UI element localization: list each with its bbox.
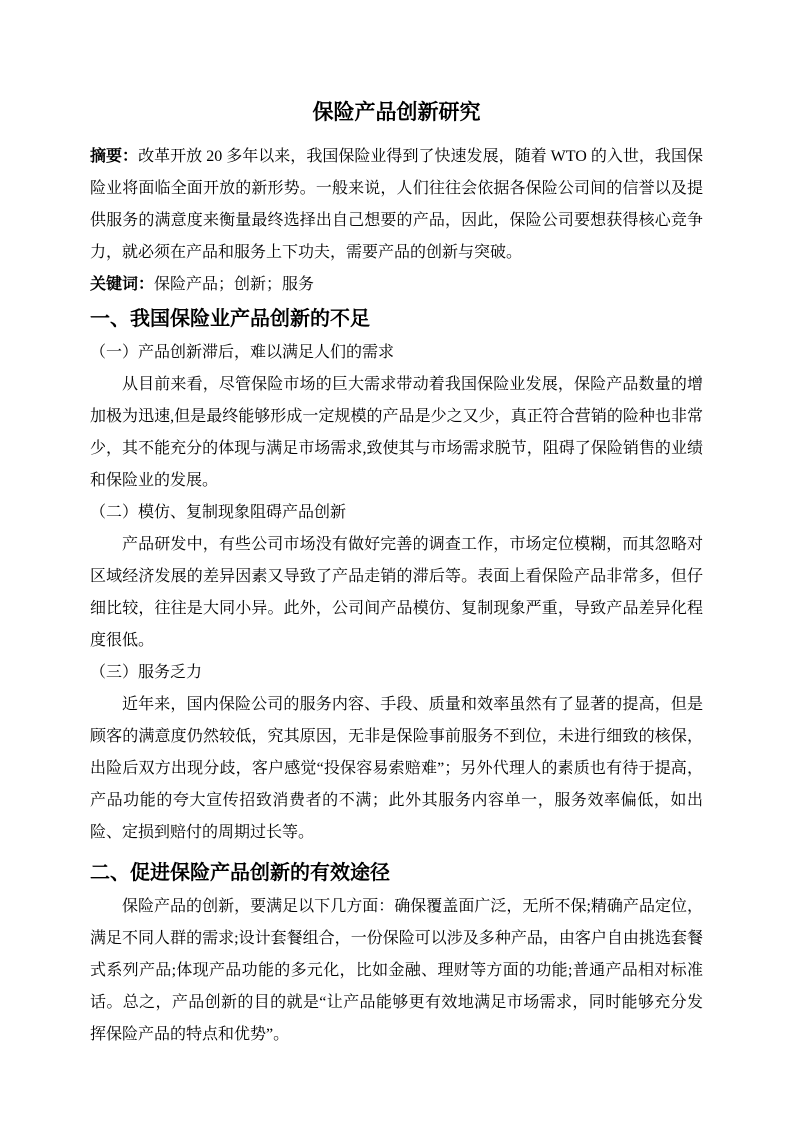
subsection-1-1-paragraph: 从目前来看，尽管保险市场的巨大需求带动着我国保险业发展，保险产品数量的增加极为迅速,但是最终能够形成一定规模的产品是少之又少，真正符合营销的险种也非常少，其不能充分的体现与满足市场需求,致使其与市场需求脱节，阻碍了保险销售的业绩和保险业的发展。 xyxy=(90,376,703,489)
keywords-label: 关键词： xyxy=(90,276,155,293)
section-2-paragraph: 保险产品的创新，要满足以下几方面：确保覆盖面广泛，无所不保;精确产品定位，满足不同人群的需求;设计套餐组合，一份保险可以涉及多种产品，由客户自由挑选套餐式系列产品;体现产品功能的多元化，比如金融、理财等方面的功能;普通产品相对标准话。总之，产品创新的目的就是“让产品能够更有效地满足市场需求，同时能够充分发挥保险产品的特点和优势”。 xyxy=(90,898,703,1043)
abstract-text: 改革开放 20 多年以来，我国保险业得到了快速发展，随着 WTO 的入世，我国保险业将面临全面开放的新形势。一般来说，人们往往会依据各保险公司间的信誉以及提供服务的满意度来衡量最终选择出自己想要的产品，因此，保险公司要想获得核心竞争力，就必须在产品和服务上下功夫，需要产品的创新与突破。 xyxy=(90,148,703,261)
subsection-1-2-heading: （二）模仿、复制现象阻碍产品创新 xyxy=(90,504,347,521)
document-title: 保险产品创新研究 xyxy=(312,101,481,124)
subsection-1-1-heading: （一）产品创新滞后，难以满足人们的需求 xyxy=(90,344,395,361)
abstract-label: 摘要： xyxy=(90,148,139,165)
subsection-1-2-paragraph: 产品研发中，有些公司市场没有做好完善的调查工作，市场定位模糊，而其忽略对区域经济发展的差异因素又导致了产品走销的滞后等。表面上看保险产品非常多，但仔细比较，往往是大同小异。此外，公司间产品模仿、复制现象严重，导致产品差异化程度很低。 xyxy=(90,536,703,649)
section-2-heading: 二、促进保险产品创新的有效途径 xyxy=(90,862,390,884)
abstract-paragraph xyxy=(90,141,703,269)
section-1-heading: 一、我国保险业产品创新的不足 xyxy=(90,308,370,330)
keywords-paragraph xyxy=(90,269,703,301)
subsection-1-3-heading: （三）服务乏力 xyxy=(90,664,203,681)
subsection-1-3-paragraph: 近年来，国内保险公司的服务内容、手段、质量和效率虽然有了显著的提高，但是顾客的满意度仍然较低，究其原因，无非是保险事前服务不到位，未进行细致的核保，出险后双方出现分歧，客户感觉“投保容易索赔难”；另外代理人的素质也有待于提高，产品功能的夸大宣传招致消费者的不满；此外其服务内容单一，服务效率偏低，如出险、定损到赔付的周期过长等。 xyxy=(90,696,703,841)
keywords-text: 保险产品；创新；服务 xyxy=(154,276,315,293)
